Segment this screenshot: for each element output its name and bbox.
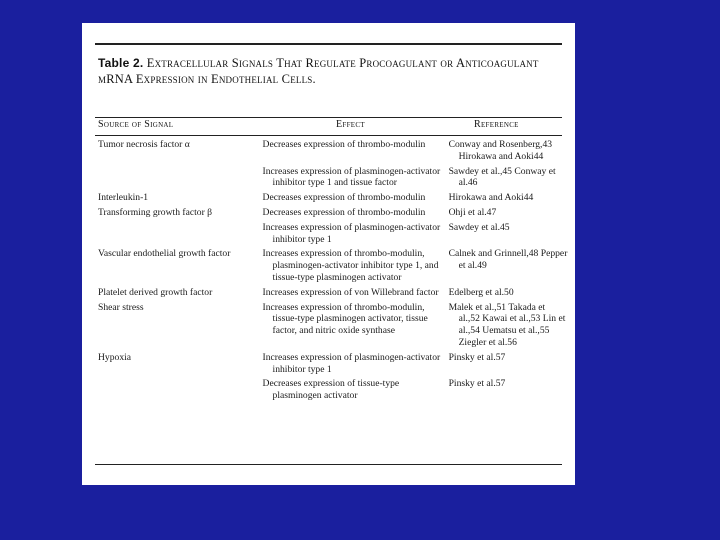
header-source: Source of Signal xyxy=(98,119,174,130)
source-cell xyxy=(98,166,263,190)
source-cell: Hypoxia xyxy=(98,351,132,363)
effect-cell: Decreases expression of thrombo-modulin xyxy=(262,139,426,150)
table-title xyxy=(98,55,568,87)
source-cell: Interleukin-1 xyxy=(98,192,149,204)
effect-cell: Increases expression of plasminogen-activator inhibitor type 1 and tissue factor xyxy=(262,165,441,189)
table-title-text: Extracellular Signals That Regulate Procoagulant or Anticoagulant mRNA Expression in Endothelial Cells. xyxy=(98,56,539,86)
reference-cell: Ohji et al.47 xyxy=(448,206,497,218)
source-cell: Transforming growth factor β xyxy=(98,206,213,218)
table-page xyxy=(82,23,575,485)
reference-cell: Malek et al.,51 Takada et al.,52 Kawai et al.,53 Lin et al.,54 Uematsu et al.,55 Ziegler et al.56 xyxy=(448,301,566,348)
row-gap xyxy=(98,402,568,405)
effect-cell: Decreases expression of tissue-type plasminogen activator xyxy=(262,378,400,402)
title-rule xyxy=(95,117,562,118)
table-row xyxy=(98,302,568,349)
reference-cell: Pinsky et al.57 xyxy=(448,351,506,363)
reference-cell: Edelberg et al.50 xyxy=(448,286,514,298)
table-row xyxy=(98,166,568,190)
effect-cell: Increases expression of plasminogen-activator inhibitor type 1 xyxy=(262,221,441,245)
reference-cell: Pinsky et al.57 xyxy=(448,378,506,390)
table-row xyxy=(98,248,568,283)
table-row xyxy=(98,192,568,204)
table-row xyxy=(98,207,568,219)
reference-cell: Sawdey et al.,45 Conway et al.46 xyxy=(448,165,556,189)
effect-cell: Increases expression of thrombo-modulin, tissue-type plasminogen activator, tissue factor, and nitric oxide synthase xyxy=(262,301,428,337)
table-row xyxy=(98,378,568,402)
reference-cell: Hirokawa and Aoki44 xyxy=(448,192,534,204)
source-cell: Tumor necrosis factor α xyxy=(98,139,190,150)
header-effect: Effect xyxy=(336,119,365,130)
top-rule xyxy=(95,43,562,45)
effect-cell: Decreases expression of thrombo-modulin xyxy=(262,192,426,204)
table-body xyxy=(98,139,568,405)
header-reference: Reference xyxy=(474,119,519,130)
reference-cell: Conway and Rosenberg,43 Hirokawa and Aoki44 xyxy=(448,139,553,162)
source-cell: Platelet derived growth factor xyxy=(98,286,213,298)
reference-cell: Sawdey et al.45 xyxy=(448,221,510,233)
table-row xyxy=(98,139,568,163)
source-cell: Shear stress xyxy=(98,301,144,313)
source-cell xyxy=(98,378,263,402)
effect-cell: Increases expression of thrombo-modulin, plasminogen-activator inhibitor type 1, and tissue-type plasminogen activator xyxy=(262,248,439,283)
effect-cell: Increases expression of von Willebrand factor xyxy=(262,286,439,298)
table-row xyxy=(98,222,568,246)
reference-cell: Calnek and Grinnell,48 Pepper et al.49 xyxy=(448,248,568,272)
table-number: Table 2. xyxy=(98,56,144,70)
table-row xyxy=(98,352,568,376)
table-row xyxy=(98,287,568,299)
effect-cell: Increases expression of plasminogen-activator inhibitor type 1 xyxy=(262,351,441,375)
source-cell: Vascular endothelial growth factor xyxy=(98,248,231,260)
header-rule xyxy=(95,135,562,136)
effect-cell: Decreases expression of thrombo-modulin xyxy=(262,206,426,218)
source-cell xyxy=(98,222,263,246)
bottom-rule xyxy=(95,464,562,465)
